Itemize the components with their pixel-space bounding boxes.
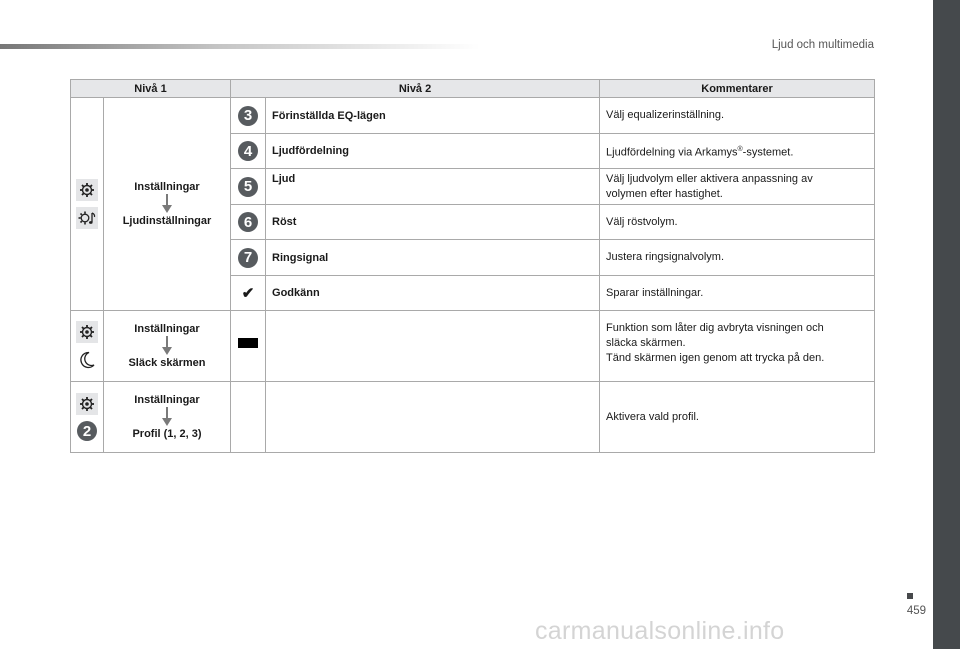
- menu-item-profile: Profil (1, 2, 3): [132, 428, 202, 440]
- arrow-down-icon: [162, 407, 172, 427]
- header-level1: Nivå 1: [71, 80, 231, 98]
- marker-cell: [231, 205, 266, 240]
- number-3-icon: 3: [238, 106, 258, 126]
- table-row: [71, 98, 875, 134]
- table-row: [71, 311, 875, 382]
- marker-empty-cell: [231, 382, 266, 453]
- menu-item-settings: Inställningar: [134, 323, 200, 335]
- number-6-icon: 6: [238, 212, 258, 232]
- table-row: [71, 382, 875, 453]
- number-2-icon: 2: [71, 421, 103, 441]
- level2-label: Röst: [266, 205, 600, 240]
- level1-icons-cell: [71, 382, 104, 453]
- header-comments: Kommentarer: [600, 80, 875, 98]
- sound-settings-icon: [76, 207, 98, 229]
- watermark: carmanualsonline.info: [535, 617, 785, 645]
- comment-cell: Funktion som låter dig avbryta visningen och släcka skärmen. Tänd skärmen igen genom att trycka på den.: [600, 311, 875, 382]
- comment-cell: Välj equalizerinställning.: [600, 98, 875, 134]
- black-screen-icon: [238, 338, 258, 348]
- level1-icons-cell: [71, 311, 104, 382]
- level2-empty-cell: [266, 311, 600, 382]
- level2-empty-cell: [266, 382, 600, 453]
- settings-gear-icon: [76, 179, 98, 201]
- header-level2: Nivå 2: [231, 80, 600, 98]
- menu-item-settings: Inställningar: [134, 394, 200, 406]
- settings-table: [70, 79, 875, 453]
- marker-cell: [231, 240, 266, 276]
- level2-label: Förinställda EQ-lägen: [266, 98, 600, 134]
- page-marker-square: [907, 593, 913, 599]
- comment-cell: Sparar inställningar.: [600, 276, 875, 311]
- comment-cell: Aktivera vald profil.: [600, 382, 875, 453]
- comment-cell: Justera ringsignalvolym.: [600, 240, 875, 276]
- marker-cell: [231, 276, 266, 311]
- comment-cell: Välj ljudvolym eller aktivera anpassning av volymen efter hastighet.: [600, 169, 875, 205]
- settings-gear-icon: [76, 321, 98, 343]
- menu-item-sound-settings: Ljudinställningar: [122, 215, 212, 227]
- marker-cell: [231, 311, 266, 382]
- comment-cell: Ljudfördelning via Arkamys®-systemet.: [600, 134, 875, 169]
- level1-icons-cell: [71, 98, 104, 311]
- settings-gear-icon: [76, 393, 98, 415]
- arrow-down-icon: [162, 194, 172, 214]
- menu-item-settings: Inställningar: [134, 181, 200, 193]
- number-7-icon: 7: [238, 248, 258, 268]
- marker-cell: [231, 169, 266, 205]
- page-number: 459: [906, 605, 926, 617]
- level2-label: Ringsignal: [266, 240, 600, 276]
- marker-cell: [231, 98, 266, 134]
- level2-label: Ljudfördelning: [266, 134, 600, 169]
- chapter-side-bar: [933, 0, 960, 649]
- header-gradient-rule: [0, 44, 480, 49]
- number-5-icon: 5: [238, 177, 258, 197]
- comment-cell: Välj röstvolym.: [600, 205, 875, 240]
- number-4-icon: 4: [238, 141, 258, 161]
- table-header-row: [71, 80, 875, 98]
- menu-item-turn-off-screen: Släck skärmen: [128, 357, 206, 369]
- level1-menu-cell: [104, 311, 231, 382]
- level2-label: Ljud: [266, 169, 600, 205]
- moon-icon: [76, 349, 98, 371]
- level1-menu-cell: [104, 382, 231, 453]
- level1-menu-cell: [104, 98, 231, 311]
- arrow-down-icon: [162, 336, 172, 356]
- checkmark-icon: ✔: [241, 285, 255, 302]
- section-title: Ljud och multimedia: [771, 39, 874, 51]
- level2-label: Godkänn: [266, 276, 600, 311]
- marker-cell: [231, 134, 266, 169]
